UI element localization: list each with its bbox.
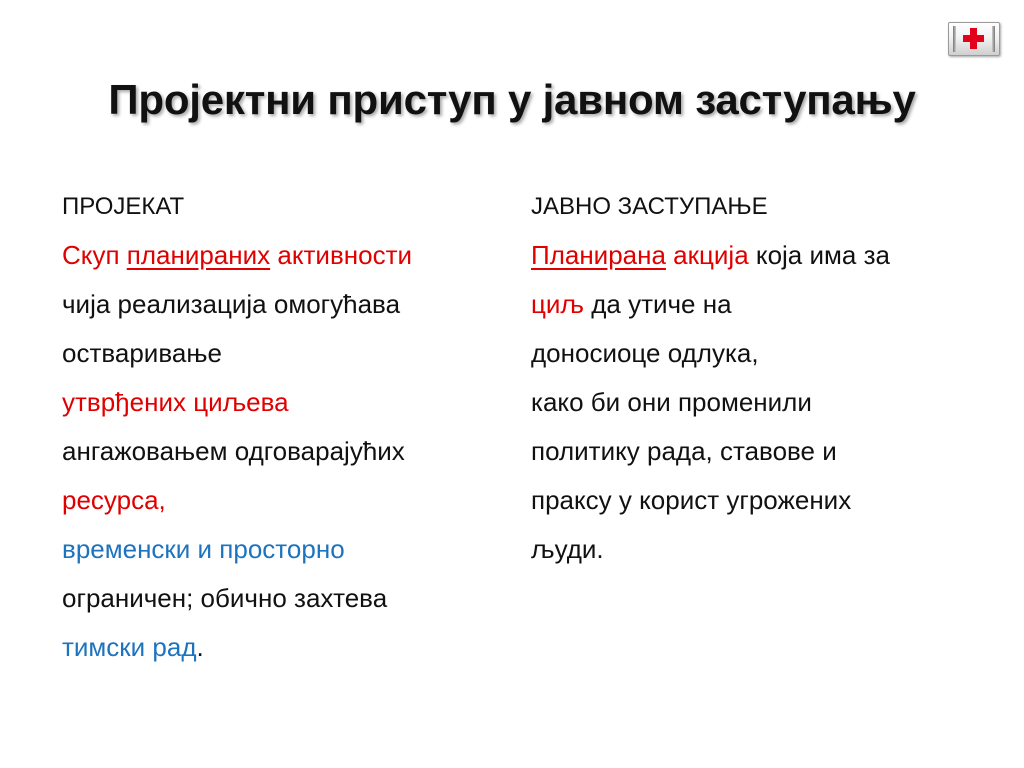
project-column [62,182,502,672]
project-heading: ПРОЈЕКАТ [62,193,185,220]
advocacy-line-4: како би они променили [531,387,812,417]
advocacy-line-7: људи. [531,534,604,564]
project-l1-b: планираних [126,240,271,270]
project-line-3: остваривање [62,338,222,368]
advocacy-line-5: политику рада, ставове и [531,436,837,466]
project-line-4: утврђених циљева [62,387,289,417]
project-line-8: ограничен; обично захтева [62,583,388,613]
red-cross-flag-icon [948,22,1000,56]
project-line-9 [62,623,502,672]
project-line-7: временски и просторно [62,534,345,564]
advocacy-line-3: доносиоце одлука, [531,338,759,368]
advocacy-line-2 [531,280,981,329]
project-line-6: ресурса, [62,485,166,515]
project-l9-a: тимски рад [62,632,197,662]
advocacy-line-1 [531,231,981,280]
advocacy-column [531,182,981,574]
project-line-5: ангажовањем одговарајућих [62,436,405,466]
advocacy-line-6: праксу у корист угрожених [531,485,852,515]
advocacy-l1-c: која има за [748,240,890,270]
advocacy-l2-a: циљ [531,289,584,319]
project-l1-c: активности [270,240,413,270]
advocacy-l2-b: да утиче на [583,289,732,319]
advocacy-l1-b: акција [665,240,749,270]
project-line-2: чија реализација омогућава [62,289,401,319]
project-l9-b: . [196,632,204,662]
project-l1-a: Скуп [62,240,127,270]
project-line-1 [62,231,502,280]
slide-title: Пројектни приступ у јавном заступању [108,76,916,123]
cross-horizontal-bar [963,35,984,42]
advocacy-l1-a: Планирана [531,240,666,270]
advocacy-heading: ЈАВНО ЗАСТУПАЊЕ [531,193,768,220]
